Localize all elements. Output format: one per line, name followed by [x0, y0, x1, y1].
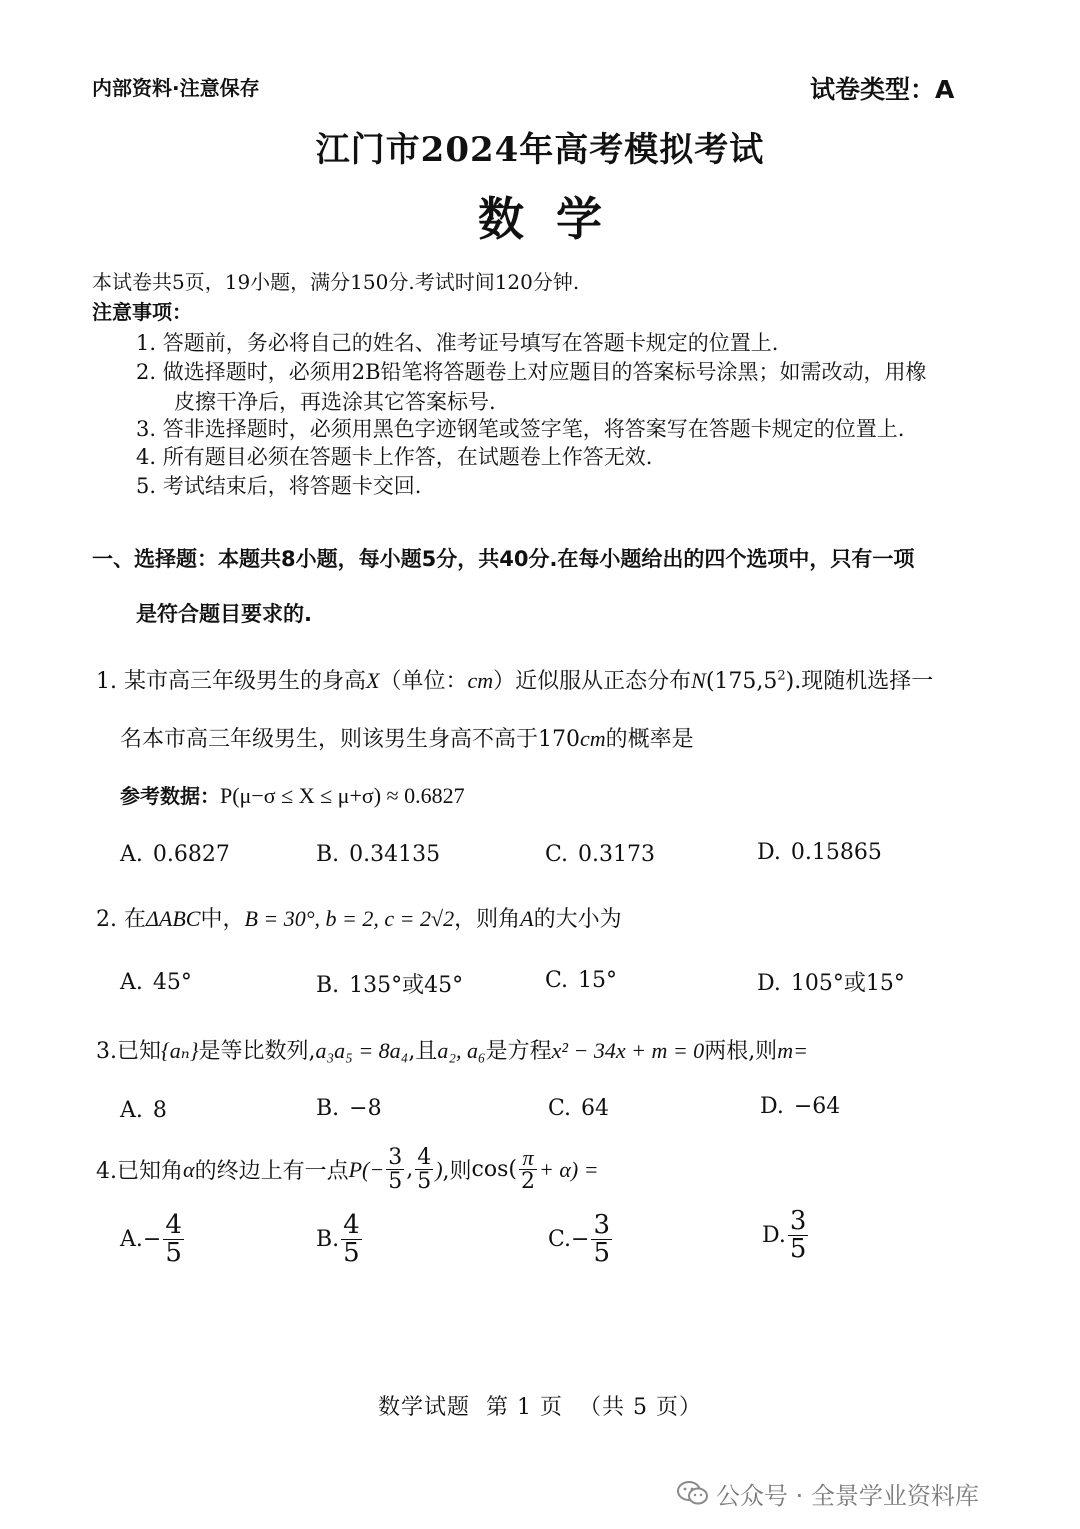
subject-title: 数 学 — [477, 192, 603, 246]
wechat-icon — [676, 1480, 710, 1506]
exam-intro: 本试卷共5页，19小题，满分150分.考试时间120分钟. — [92, 270, 580, 294]
notice-item: 皮擦干净后，再选涂其它答案标号. — [174, 390, 496, 414]
option-a: A. 0.6827 — [120, 842, 230, 867]
section-heading: 一、选择题：本题共8小题，每小题5分，共40分.在每小题给出的四个选项中，只有一项 — [92, 547, 915, 571]
option-d: D. 0.15865 — [757, 840, 882, 865]
option-d: D. $\frac{3}{5}$ — [762, 1206, 807, 1265]
notice-heading: 注意事项： — [92, 300, 192, 324]
notice-item: 1. 答题前，务必将自己的姓名、准考证号填写在答题卡规定的位置上. — [136, 331, 779, 355]
paper-type: 试卷类型：A — [810, 75, 955, 104]
option-b: B. −8 — [316, 1096, 382, 1121]
question-1-line2: 名本市高三年级男生，则该男生身高不高于170cm的概率是 — [120, 726, 694, 752]
option-d: D. −64 — [760, 1094, 841, 1119]
watermark-text: 公众号 · 全景学业资料库 — [716, 1482, 979, 1510]
option-d: D. 105°或15° — [757, 971, 905, 996]
question-1-reference: 参考数据：P(μ−σ ≤ X ≤ μ+σ) ≈ 0.6827 — [120, 783, 465, 808]
notice-item: 3. 答非选择题时，必须用黑色字迹钢笔或签字笔，将答案写在答题卡规定的位置上. — [136, 417, 905, 441]
page-footer: 数学试题 第 1 页 （共 5 页） — [378, 1395, 702, 1420]
notice-item: 2. 做选择题时，必须用2B铅笔将答题卷上对应题目的答案标号涂黑；如需改动，用橡 — [136, 360, 927, 384]
option-b: B. $\frac{4}{5}$ — [316, 1210, 360, 1269]
notice-item: 5. 考试结束后，将答题卡交回. — [136, 474, 422, 498]
option-a: A. 8 — [120, 1098, 167, 1123]
confidential-note: 内部资料·注意保存 — [92, 76, 260, 100]
exam-title: 江门市2024年高考模拟考试 — [315, 130, 765, 170]
option-c: C. − $\frac{3}{5}$ — [548, 1210, 611, 1269]
question-2: 2. 在ΔABC中，B = 30°, b = 2, c = 2√2，则角A的大小为 — [96, 906, 622, 932]
option-b: B. 135°或45° — [316, 973, 464, 998]
notice-item: 4. 所有题目必须在答题卡上作答，在试题卷上作答无效. — [136, 445, 653, 469]
section-heading-cont: 是符合题目要求的. — [136, 602, 312, 626]
option-b: B. 0.34135 — [316, 842, 441, 867]
question-4: 4.已知角 α 的终边上有一点 P(− $\frac{3}{5}$ , $\frac{4}{5}$ ) ,则 cos( $\frac{\pi}{2}$ + α) = — [96, 1145, 599, 1195]
question-3: 3.已知{aₙ}是等比数列,a₃a₅ = 8a₄,且a₂, a₆是方程x² − 34x + m = 0两根,则m= — [96, 1038, 808, 1064]
option-a: A. 45° — [120, 970, 192, 995]
question-1-line1: 1. 某市高三年级男生的身高X（单位：cm）近似服从正态分布N(175,5$^2$).现随机选择一 — [96, 668, 934, 694]
option-c: C. 15° — [545, 968, 618, 993]
option-a: A. − $\frac{4}{5}$ — [120, 1210, 182, 1269]
option-c: C. 0.3173 — [545, 842, 656, 867]
option-c: C. 64 — [548, 1096, 610, 1121]
